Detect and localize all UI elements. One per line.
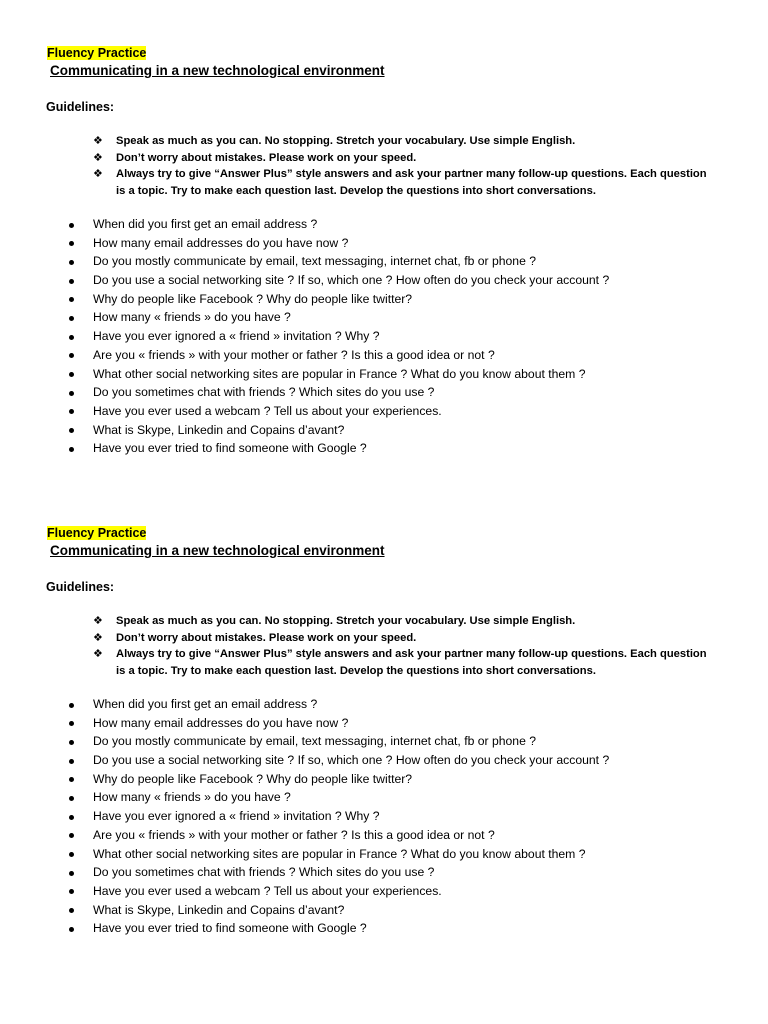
question-text: How many email addresses do you have now ? (93, 715, 349, 730)
question-item (66, 695, 726, 714)
guideline-item (92, 613, 712, 630)
bullet-dot-icon (69, 260, 74, 265)
question-item (66, 234, 726, 253)
question-text: What other social networking sites are popular in France ? What do you know about them ? (93, 846, 586, 861)
guideline-text: Always try to give “Answer Plus” style answers and ask your partner many follow-up questions. Each question is a topic. Try to make each question last. Develop the questions into short conversations. (116, 168, 707, 197)
question-item (66, 714, 726, 733)
question-item (66, 421, 726, 440)
guidelines-heading: Guidelines: (46, 100, 115, 114)
question-item (66, 882, 726, 901)
bullet-dot-icon (69, 353, 74, 358)
fluency-practice-tag (46, 45, 147, 61)
question-text: Do you mostly communicate by email, text messaging, internet chat, fb or phone ? (93, 254, 537, 269)
bullet-dot-icon (69, 409, 74, 414)
bullet-dot-icon (69, 297, 74, 302)
diamond-bullet-icon: ❖ (93, 648, 103, 660)
guideline-text: Don’t worry about mistakes. Please work on your speed. (116, 151, 417, 164)
guideline-text: Don’t worry about mistakes. Please work on your speed. (116, 631, 417, 644)
diamond-bullet-icon: ❖ (93, 135, 103, 147)
fluency-practice-label: Fluency Practice (47, 526, 147, 540)
bullet-dot-icon (69, 871, 74, 876)
bullet-dot-icon (69, 335, 74, 340)
worksheet-title: Communicating in a new technological environment (50, 543, 385, 558)
bullet-dot-icon (69, 316, 74, 321)
question-list (66, 215, 726, 458)
question-item (66, 271, 726, 290)
question-text: Why do people like Facebook ? Why do people like twitter? (93, 291, 413, 306)
question-item (66, 308, 726, 327)
bullet-dot-icon (69, 279, 74, 284)
bullet-dot-icon (69, 927, 74, 932)
bullet-dot-icon (69, 833, 74, 838)
fluency-practice-tag (46, 525, 147, 541)
question-list (66, 695, 726, 938)
diamond-bullet-icon: ❖ (93, 631, 103, 644)
question-text: How many email addresses do you have now ? (93, 235, 349, 250)
question-item (66, 290, 726, 309)
question-item (66, 770, 726, 789)
guidelines-heading: Guidelines: (46, 580, 115, 594)
question-item (66, 215, 726, 234)
diamond-bullet-icon: ❖ (93, 615, 103, 627)
question-text: How many « friends » do you have ? (93, 310, 291, 325)
question-text: Have you ever tried to find someone with Google ? (93, 921, 367, 936)
question-item (66, 252, 726, 271)
question-text: Have you ever ignored a « friend » invitation ? Why ? (93, 329, 380, 344)
question-item (66, 901, 726, 920)
question-item (66, 365, 726, 384)
guideline-text: Always try to give “Answer Plus” style answers and ask your partner many follow-up questions. Each question is a topic. Try to make each question last. Develop the questions into short conversations. (116, 648, 707, 677)
question-text: Have you ever used a webcam ? Tell us about your experiences. (93, 403, 442, 418)
question-text: How many « friends » do you have ? (93, 790, 291, 805)
question-item (66, 751, 726, 770)
guideline-text: Speak as much as you can. No stopping. Stretch your vocabulary. Use simple English. (116, 135, 576, 147)
question-text: Are you « friends » with your mother or father ? Is this a good idea or not ? (93, 827, 495, 842)
guidelines-list (92, 133, 712, 199)
question-item (66, 402, 726, 421)
bullet-dot-icon (69, 759, 74, 764)
question-item (66, 807, 726, 826)
question-text: Do you use a social networking site ? If so, which one ? How often do you check your account ? (93, 273, 610, 288)
question-text: Have you ever tried to find someone with Google ? (93, 441, 367, 456)
question-text: Are you « friends » with your mother or father ? Is this a good idea or not ? (93, 347, 495, 362)
bullet-dot-icon (69, 815, 74, 820)
question-text: What is Skype, Linkedin and Copains d’avant? (93, 902, 345, 917)
question-item (66, 845, 726, 864)
question-text: What other social networking sites are popular in France ? What do you know about them ? (93, 366, 586, 381)
bullet-dot-icon (69, 796, 74, 801)
question-text: What is Skype, Linkedin and Copains d’avant? (93, 422, 345, 437)
bullet-dot-icon (69, 889, 74, 894)
diamond-bullet-icon: ❖ (93, 151, 103, 164)
guideline-item (92, 646, 712, 679)
question-item (66, 826, 726, 845)
bullet-dot-icon (69, 740, 74, 745)
bullet-dot-icon (69, 721, 74, 726)
guidelines-list (92, 613, 712, 679)
bullet-dot-icon (69, 223, 74, 228)
bullet-dot-icon (69, 852, 74, 857)
question-item (66, 346, 726, 365)
question-text: Do you mostly communicate by email, text messaging, internet chat, fb or phone ? (93, 734, 537, 749)
guideline-item (92, 166, 712, 199)
question-item (66, 732, 726, 751)
question-item (66, 863, 726, 882)
question-text: Why do people like Facebook ? Why do people like twitter? (93, 771, 413, 786)
bullet-dot-icon (69, 703, 74, 708)
bullet-dot-icon (69, 241, 74, 246)
bullet-dot-icon (69, 372, 74, 377)
question-text: Do you sometimes chat with friends ? Which sites do you use ? (93, 865, 435, 880)
question-text: Do you sometimes chat with friends ? Which sites do you use ? (93, 385, 435, 400)
guideline-item (92, 630, 712, 647)
guideline-item (92, 133, 712, 150)
question-text: Have you ever used a webcam ? Tell us about your experiences. (93, 883, 442, 898)
question-item (66, 327, 726, 346)
bullet-dot-icon (69, 908, 74, 913)
worksheet-title: Communicating in a new technological environment (50, 63, 385, 78)
question-text: Have you ever ignored a « friend » invitation ? Why ? (93, 809, 380, 824)
guideline-item (92, 150, 712, 167)
fluency-practice-label: Fluency Practice (47, 46, 147, 60)
question-item (66, 788, 726, 807)
question-text: Do you use a social networking site ? If so, which one ? How often do you check your account ? (93, 753, 610, 768)
question-item (66, 439, 726, 458)
question-text: When did you first get an email address ? (93, 217, 318, 231)
bullet-dot-icon (69, 777, 74, 782)
question-item (66, 919, 726, 938)
diamond-bullet-icon: ❖ (93, 168, 103, 180)
question-text: When did you first get an email address ? (93, 697, 318, 711)
guideline-text: Speak as much as you can. No stopping. Stretch your vocabulary. Use simple English. (116, 615, 576, 627)
bullet-dot-icon (69, 391, 74, 396)
bullet-dot-icon (69, 447, 74, 452)
question-item (66, 383, 726, 402)
bullet-dot-icon (69, 428, 74, 433)
